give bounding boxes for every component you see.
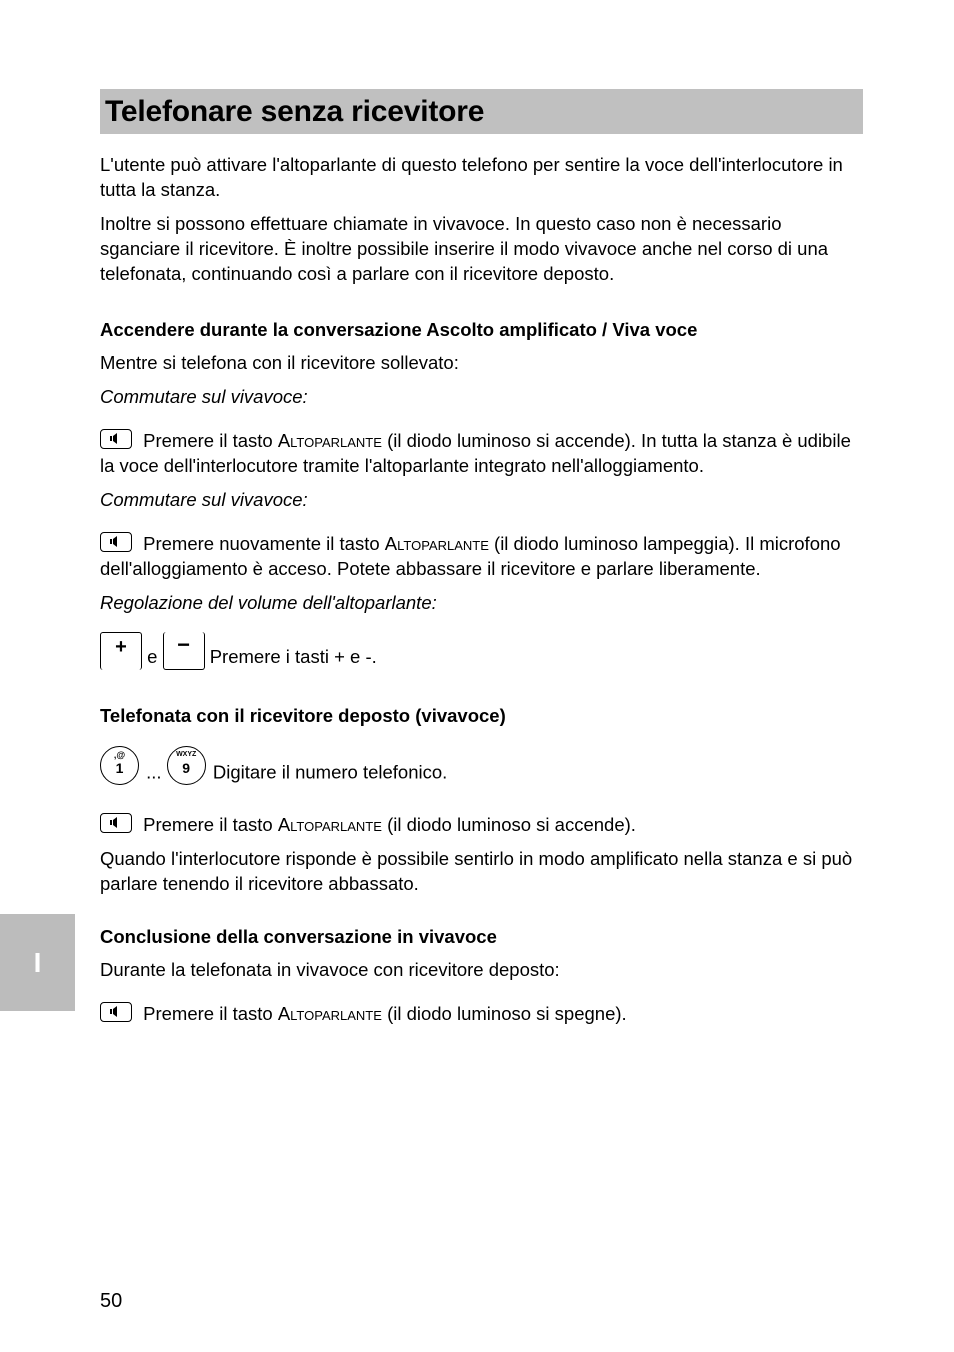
step-text: Digitare il numero telefonico.: [212, 761, 448, 783]
step-text: (il diodo luminoso si spegne).: [387, 1003, 627, 1024]
key-name: Altoparlante: [277, 430, 382, 451]
key-name: Altoparlante: [277, 1003, 382, 1024]
section1-step-2: [100, 531, 863, 581]
joiner-text: e: [147, 645, 158, 667]
step-text: Premere il tasto: [143, 814, 273, 835]
intro-paragraph-1: L'utente può attivare l'altoparlante di questo telefono per sentire la voce dell'interlocutore in tutta la stanza.: [100, 154, 843, 200]
speaker-key-icon: [100, 429, 132, 449]
language-tab: [0, 914, 75, 1011]
step-text: (il diodo luminoso si accende).: [387, 814, 636, 835]
key-1-icon: ,@ 1: [100, 746, 139, 785]
key-name: Altoparlante: [384, 533, 489, 554]
step-text: Premere i tasti + e -.: [209, 645, 377, 667]
language-tab-label: I: [33, 946, 42, 978]
section1-label-2: Commutare sul vivavoce:: [100, 489, 308, 510]
minus-key-icon: −: [163, 632, 205, 670]
section1-heading: Accendere durante la conversazione Ascolto amplificato / Viva voce: [100, 319, 698, 340]
speaker-key-icon: [100, 1002, 132, 1022]
section1-label-1: Commutare sul vivavoce:: [100, 386, 308, 407]
speaker-key-icon: [100, 532, 132, 552]
speaker-key-icon: [100, 813, 132, 833]
step-text: Premere il tasto: [143, 430, 273, 451]
step-text: (il diodo luminoso lampeggia). Il microfono dell'alloggiamento è acceso. Potete abbassare il ricevitore e parlare liberamente.: [100, 533, 841, 579]
section1-step-3: [100, 632, 863, 677]
key-name: Altoparlante: [277, 814, 382, 835]
section1-step-1: [100, 428, 863, 478]
section2-step-2: [100, 812, 863, 837]
page-number: 50: [100, 1290, 123, 1312]
ellipsis-text: ...: [146, 761, 162, 783]
intro-paragraph-2: Inoltre si possono effettuare chiamate in vivavoce. In questo caso non è necessario sganciare il ricevitore. È inoltre possibile inserire il modo vivavoce anche nel corso di una telefonata, continuando così a parlare con il ricevitore deposto.: [100, 213, 829, 284]
section3-lead: Durante la telefonata in vivavoce con ricevitore deposto:: [100, 959, 560, 980]
section2-paragraph: Quando l'interlocutore risponde è possibile sentirlo in modo amplificato nella stanza e si può parlare tenendo il ricevitore abbassato.: [100, 848, 853, 894]
key-9-icon: WXYZ 9: [167, 746, 206, 785]
section1-label-3: Regolazione del volume dell'altoparlante:: [100, 592, 437, 613]
page-title: Telefonare senza ricevitore: [105, 94, 485, 128]
step-text: Premere nuovamente il tasto: [143, 533, 380, 554]
plus-key-icon: +: [100, 632, 142, 670]
step-text: (il diodo luminoso si accende). In tutta la stanza è udibile la voce dell'interlocutore tramite l'altoparlante integrato nell'alloggiamento.: [100, 430, 851, 476]
section3-heading: Conclusione della conversazione in vivavoce: [100, 926, 497, 947]
step-text: Premere il tasto: [143, 1003, 273, 1024]
section3-step: [100, 1001, 863, 1026]
content: [100, 152, 863, 1035]
title-bar: [100, 89, 863, 134]
section2-heading: Telefonata con il ricevitore deposto (vivavoce): [100, 705, 506, 726]
section2-step-1: [100, 750, 863, 793]
section1-lead: Mentre si telefona con il ricevitore sollevato:: [100, 352, 459, 373]
